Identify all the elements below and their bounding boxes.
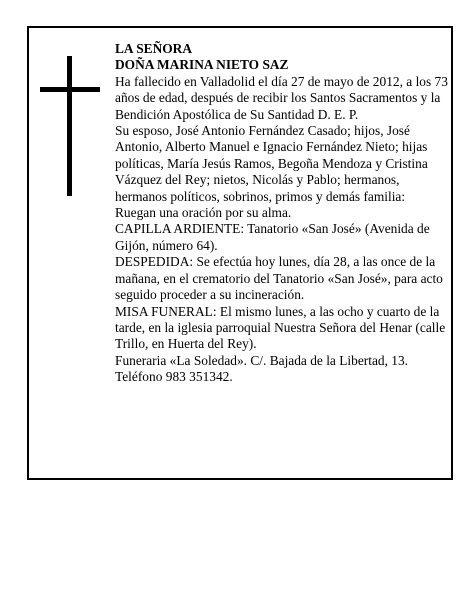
funeral-mass-info: MISA FUNERAL: El mismo lunes, a las ocho y cuarto de la tarde, en la iglesia parroquial Nuestra Señora del Henar (calle Trillo, en Huerta del Rey). <box>115 303 446 352</box>
family-list: Su esposo, José Antonio Fernández Casado; hijos, José Antonio, Alberto Manuel e Ignacio Fernández Nieto; hijas políticas, María Jesús Ramos, Begoña Mendoza y Cristina Vázquez del Rey; nietos, Nicolás y Pablo; hermanos, hermanos políticos, sobrinos, primos y demás familia: <box>115 123 428 204</box>
farewell-info: DESPEDIDA: Se efectúa hoy lunes, día 28, a las once de la mañana, en el crematorio del Tanatorio «San José», para acto seguido proceder a su incineración. <box>115 254 443 303</box>
obituary-text <box>115 41 451 386</box>
death-announcement: Ha fallecido en Valladolid el día 27 de mayo de 2012, a los 73 años de edad, después de recibir los Santos Sacramentos y la Bendición Apostólica de Su Santidad D. E. P. <box>115 73 448 122</box>
deceased-name: DOÑA MARINA NIETO SAZ <box>115 57 289 73</box>
cross-vertical-bar <box>67 56 72 196</box>
obituary-frame <box>27 26 453 480</box>
title-line-1: LA SEÑORA <box>115 41 193 56</box>
prayer-request: Ruegan una oración por su alma. <box>115 205 292 221</box>
funeral-home-info: Funeraria «La Soledad». C/. Bajada de la Libertad, 13. Teléfono 983 351342. <box>115 352 409 385</box>
chapel-info: CAPILLA ARDIENTE: Tanatorio «San José» (Avenida de Gijón, número 64). <box>115 221 430 253</box>
cross-horizontal-bar <box>40 87 100 92</box>
